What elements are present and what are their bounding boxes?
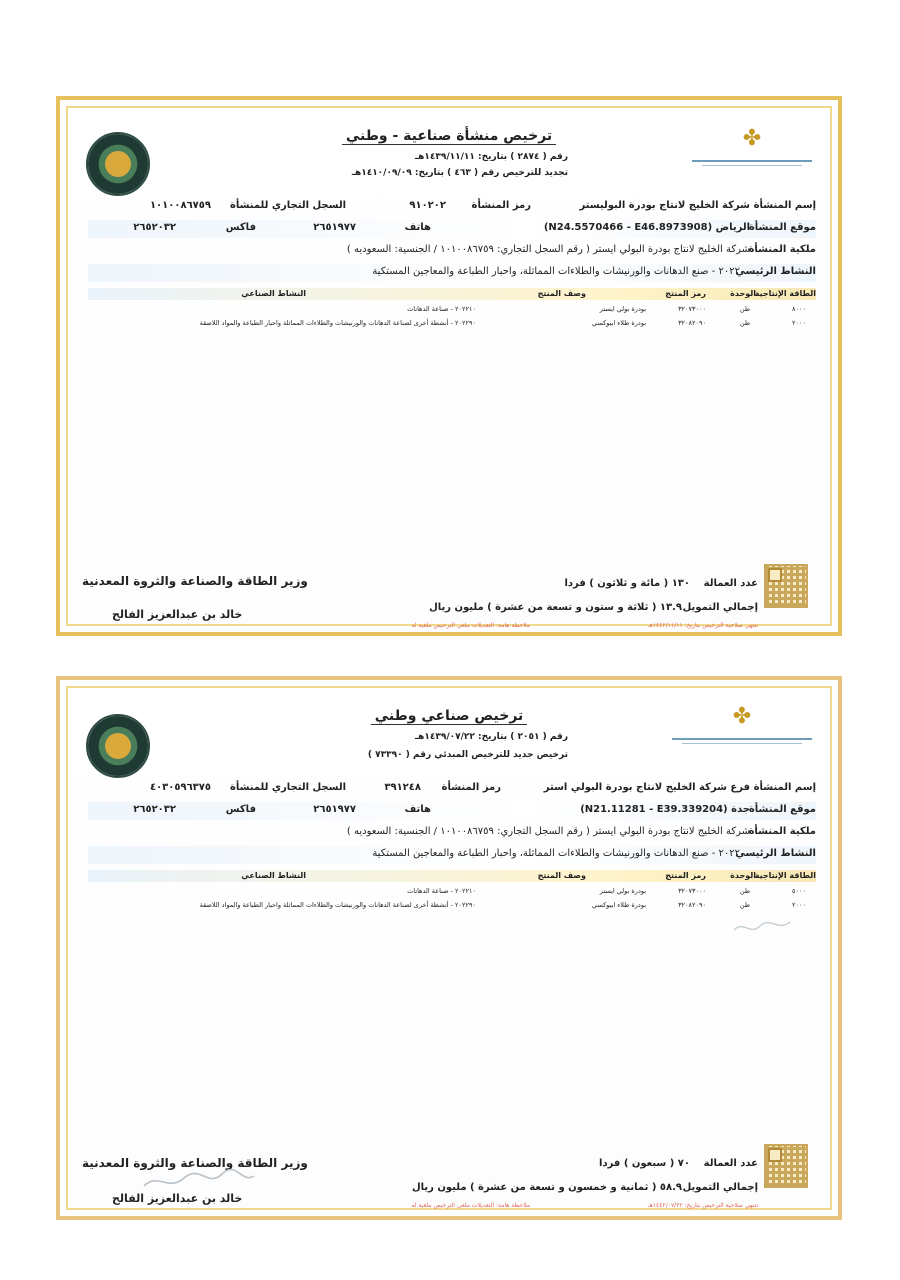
workers-value: ١٣٠ ( مائة و ثلاثون ) فردا [564,578,690,589]
product-code-header: رمز المنتج [665,289,706,298]
table-row: ٥٠٠٠ طن ٣٢٠٧٣٠٠٠ بودرة بولي ايستر ٢٠٢٢١٠ - صناعة الدهانات [407,887,806,895]
code-label: رمز المنشأة [441,782,501,793]
cr-value: ١٠١٠٠٨٦٧٥٩ [149,200,211,211]
product-code-header: رمز المنتج [665,871,706,880]
important-note: ملاحظة هامة: التعديلات ملغي الترخيص ملغية له [411,1202,530,1209]
facility-name-label: إسم المنشأة [753,200,816,211]
funding-value: ١٣.٩ ( ثلاثة و ستون و تسعة من عشرة ) مليون ريال [429,602,682,613]
table-row: ٢٠٠٠ طن ٣٢٠٨٢٠٩٠ بودرة طلاء ايبوكسي ٢٠٢٢٩٠ - أنشطة أخرى لصناعة الدهانات والورنيشات والطلاءات المماثلة واحبار الطباعة والمواد اللاصقة [199,319,806,327]
qr-code [764,1144,808,1188]
code-value: ٩١٠٢٠٢ [409,200,446,211]
fax-value: ٢٦٥٢٠٣٢ [133,804,176,815]
minister-name: خالد بن عبدالعزيز الفالح [112,1192,243,1205]
main-activity-row [88,846,816,864]
important-note: ملاحظة هامة: التعديلات ملغي الترخيص ملغية له [411,622,530,629]
minister-title: وزير الطاقة والصناعة والثروة المعدنية [82,574,308,588]
renewal-line: ترخيص جديد للترخيص المبدئي رقم ( ٧٣٣٩٠ ) [367,750,568,760]
facility-ownership-label: ملكية المنشأة [748,244,816,255]
workers-label: عدد العمالة [703,578,758,589]
unit-header: الوحدة [730,871,756,880]
facility-location-value: الرياض (N24.5570466 - E46.8973908) [543,222,750,233]
phone-label: هاتف [404,222,431,233]
activity-header: النشاط الصناعي [241,871,306,880]
phone-value: ٢٦٥١٩٧٧ [313,222,356,233]
facility-ownership-label: ملكية المنشأة [748,826,816,837]
main-activity-label: النشاط الرئيسي [735,848,816,859]
code-value: ٣٩١٢٤٨ [384,782,421,793]
table-row: ٢٠٠٠ طن ٣٢٠٨٢٠٩٠ بودرة طلاء ايبوكسي ٢٠٢٢٩٠ - أنشطة أخرى لصناعة الدهانات والورنيشات والطلاءات المماثلة واحبار الطباعة والمواد اللاصقة [199,901,806,909]
funding-label: إجمالي التمويل [682,602,758,613]
facility-ownership-row [88,824,816,842]
certificate-title: ترخيص منشأة صناعية - وطني [68,128,830,144]
certificate-frame [66,106,832,629]
facility-name-value: شركة الخليج لانتاج بودرة البوليستر [579,200,750,211]
facility-ownership-row [88,242,816,260]
products-table-header [88,288,816,300]
fax-label: فاكس [225,222,256,233]
code-label: رمز المنشأة [471,200,531,211]
workers-value: ٧٠ ( سبعون ) فردا [599,1158,690,1169]
facility-name-label: إسم المنشأة [753,782,816,793]
main-activity-value: ٢٠٢٢ - صنع الدهانات والورنيشات والطلاءات المماثلة، واحبار الطباعة والمعاجين المستكية [372,266,740,277]
minister-title: وزير الطاقة والصناعة والثروة المعدنية [82,1156,308,1170]
validity-note: تنتهي صلاحية الترخيص بتاريخ: ١٤٤٢/١١/١١هـ [647,622,758,629]
cr-label: السجل التجاري للمنشأة [229,200,346,211]
facility-location-row [88,220,816,238]
license-certificate-2 [56,676,842,1220]
fax-label: فاكس [225,804,256,815]
funding-label: إجمالي التمويل [682,1182,758,1193]
certificate-frame [66,686,832,1210]
qr-code [764,564,808,608]
capacity-header: الطاقة الإنتاجية [754,289,816,298]
unit-header: الوحدة [730,289,756,298]
main-activity-value: ٢٠٢٢ - صنع الدهانات والورنيشات والطلاءات المماثلة، واحبار الطباعة والمعاجين المستكية [372,848,740,859]
license-number: رقم ( ٢٠٥١ ) بتاريخ: ١٤٣٩/٠٧/٢٢هـ [415,732,568,742]
facility-ownership-value: شركة الخليج لانتاج بودرة البولي ايستر ( رقم السجل التجاري: ١٠١٠٠٨٦٧٥٩ / الجنسية: السعوديه ) [346,244,750,255]
facility-location-label: موقع المنشأة [748,222,816,233]
phone-label: هاتف [404,804,431,815]
activity-header: النشاط الصناعي [241,289,306,298]
products-table-header [88,870,816,882]
minister-name: خالد بن عبدالعزيز الفالح [112,608,243,621]
facility-location-value: جدة (N21.11281 - E39.339204) [580,804,750,815]
facility-name-row [88,780,816,798]
renewal-line: تجديد للترخيص رقم ( ٤٦٣ ) بتاريخ: ١٤١٠/٠٩/٠٩هـ [351,168,568,178]
palm-swords-icon: ✤ [732,704,752,729]
phone-value: ٢٦٥١٩٧٧ [313,804,356,815]
license-certificate-1 [56,96,842,636]
main-activity-label: النشاط الرئيسي [735,266,816,277]
facility-ownership-value: شركة الخليج لانتاج بودرة البولي ايستر ( رقم السجل التجاري: ١٠١٠٠٨٦٧٥٩ / الجنسية: السعوديه ) [346,826,750,837]
cr-value: ٤٠٣٠٥٩٦٣٧٥ [149,782,211,793]
facility-name-row [88,198,816,216]
validity-note: تنتهي صلاحية الترخيص بتاريخ: ١٤٤٢/٠٧/٢٢هـ [647,1202,758,1209]
capacity-header: الطاقة الإنتاجية [754,871,816,880]
workers-label: عدد العمالة [703,1158,758,1169]
license-number: رقم ( ٢٨٧٤ ) بتاريخ: ١٤٣٩/١١/١١هـ [415,152,568,162]
facility-name-value: فرع شركة الخليج لانتاج بودرة البولي استر [543,782,750,793]
facility-location-label: موقع المنشأة [748,804,816,815]
cr-label: السجل التجاري للمنشأة [229,782,346,793]
initials-signature [730,916,800,938]
palm-swords-icon: ✤ [742,126,762,151]
facility-location-row [88,802,816,820]
funding-value: ٥٨.٩ ( ثمانية و خمسون و تسعة من عشرة ) مليون ريال [411,1182,682,1193]
product-desc-header: وصف المنتج [537,289,586,298]
fax-value: ٢٦٥٢٠٣٢ [133,222,176,233]
table-row: ٨٠٠٠ طن ٣٢٠٧٣٠٠٠ بودرة بولي ايستر ٢٠٢٢١٠ - صناعة الدهانات [407,305,806,313]
main-activity-row [88,264,816,282]
product-desc-header: وصف المنتج [537,871,586,880]
certificate-title: ترخيص صناعي وطني [68,708,830,724]
